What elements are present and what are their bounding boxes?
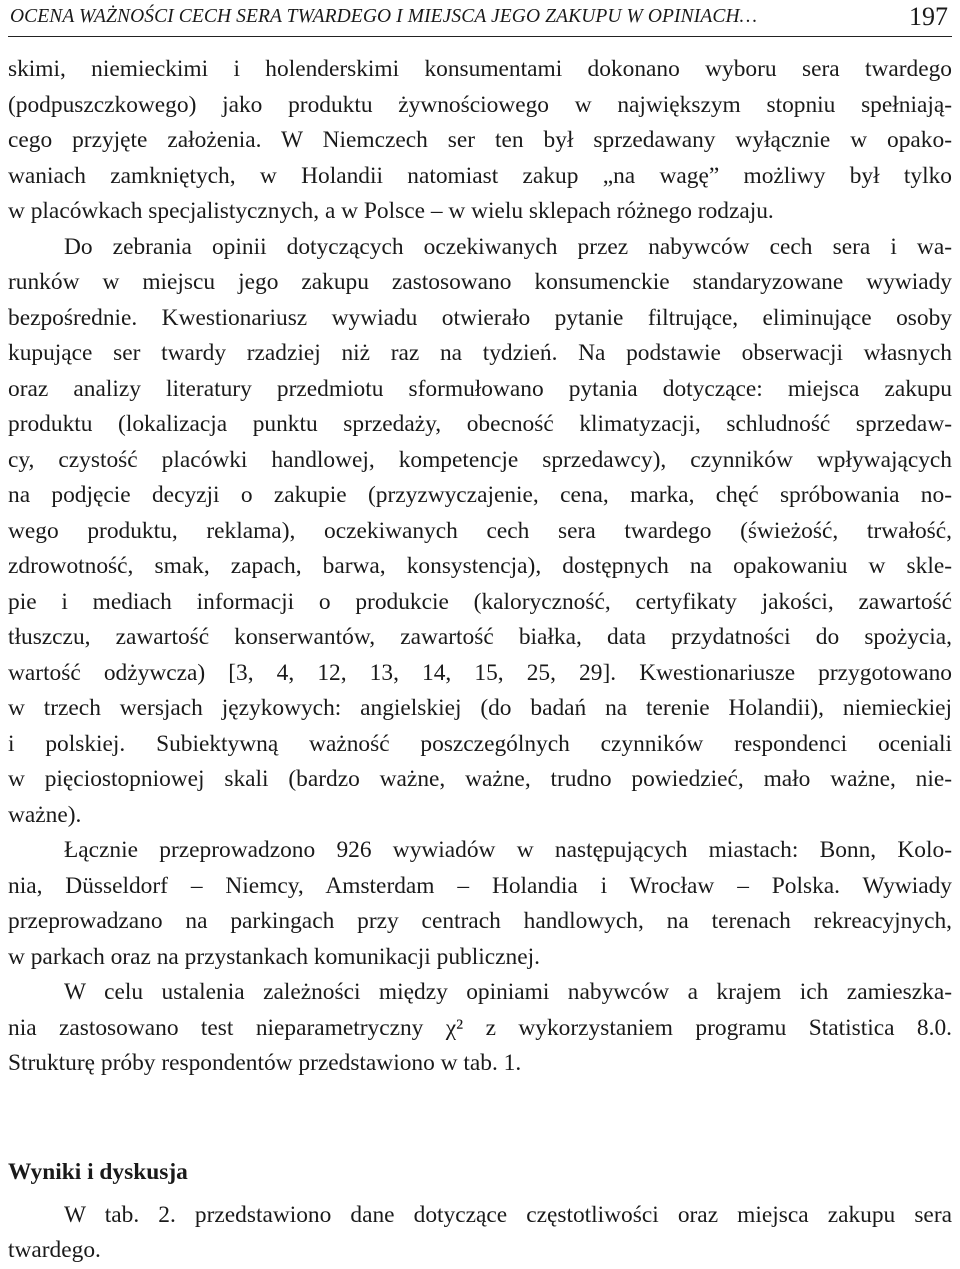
text-line: W tab. 2. przedstawiono dane dotyczące częstotliwości oraz miejsca zakupu sera [64,1201,952,1228]
text-line: twardego. [8,1237,101,1263]
text-line: oraz analizy literatury przedmiotu sformułowano pytania dotyczące: miejsca zakupu [8,375,952,402]
heading-spacer [8,1190,952,1198]
text-line: i polskiej. Subiektywną ważność poszczególnych czynników respondenci oceniali [8,730,952,757]
text-line: runków w miejscu jego zakupu zastosowano konsumenckie standaryzowane wywiady [8,269,952,295]
page-number: 197 [909,2,948,31]
article-body [8,52,952,1269]
paragraph-interviews [8,833,952,975]
text-line: skimi, niemieckimi i holenderskimi konsumentami dokonano wyboru sera twardego [8,56,952,82]
text-line: wego produktu, reklama), oczekiwanych cech sera twardego (świeżość, trwałość, [8,517,952,544]
paragraph-continued [8,52,952,230]
section-spacer [8,1082,952,1154]
text-line: w parkach oraz na przystankach komunikacji publicznej. [8,943,540,970]
running-header-title: OCENA WAŻNOŚCI CECH SERA TWARDEGO I MIEJSCA JEGO ZAKUPU W OPINIACH… [10,6,758,27]
text-line: kupujące ser twardy rzadziej niż raz na tydzień. Na podstawie obserwacji własnych [8,340,952,366]
text-line: Do zebrania opinii dotyczących oczekiwanych przez nabywców cech sera i wa- [64,233,952,260]
text-line: tłuszczu, zawartość konserwantów, zawartość białka, data przydatności do spożycia, [8,624,952,650]
text-line: nia zastosowano test nieparametryczny χ² z wykorzystaniem programu Statistica 8.0. [8,1014,952,1041]
paragraph-statistics [8,975,952,1082]
text-line: produktu (lokalizacja punktu sprzedaży, obecność klimatyzacji, schludność sprzedaw- [8,411,952,437]
paragraph-methods [8,230,952,834]
text-line: w pięciostopniowej skali (bardzo ważne, ważne, trudno powiedzieć, mało ważne, nie- [8,766,952,792]
text-line: (podpuszczkowego) jako produktu żywnościowego w największym stopniu spełniają- [8,91,952,118]
text-line: Łącznie przeprowadzono 926 wywiadów w następujących miastach: Bonn, Kolo- [64,837,952,863]
text-line: ważne). [8,801,82,828]
section-heading: Wyniki i dyskusja [8,1158,188,1185]
text-line: na podjęcie decyzji o zakupie (przyzwyczajenie, cena, marka, chęć spróbowania no- [8,482,952,508]
text-line: zdrowotność, smak, zapach, barwa, konsystencja), dostępnych na opakowaniu w skle- [8,553,952,579]
text-line: cego przyjęte założenia. W Niemczech ser ten był sprzedawany wyłącznie w opako- [8,127,952,153]
text-line: Strukturę próby respondentów przedstawiono w tab. 1. [8,1050,522,1076]
text-line: przeprowadzano na parkingach przy centrach handlowych, na terenach rekreacyjnych, [8,908,952,934]
text-line: w trzech wersjach językowych: angielskiej (do badań na terenie Holandii), niemieckiej [8,695,952,721]
paragraph-results [8,1198,952,1269]
text-line: bezpośrednie. Kwestionariusz wywiadu otwierało pytanie filtrujące, eliminujące osoby [8,304,952,331]
text-line: pie i mediach informacji o produkcie (kaloryczność, certyfikaty jakości, zawartość [8,588,952,615]
text-line: cy, czystość placówki handlowej, kompetencje sprzedawcy), czynników wpływających [8,446,952,473]
text-line: w placówkach specjalistycznych, a w Polsce – w wielu sklepach różnego rodzaju. [8,198,774,224]
text-line: wartość odżywcza) [3, 4, 12, 13, 14, 15, 25, 29]. Kwestionariusze przygotowano [8,659,952,686]
text-line: nia, Düsseldorf – Niemcy, Amsterdam – Holandia i Wrocław – Polska. Wywiady [8,872,952,899]
running-header [8,0,952,37]
text-line: waniach zamkniętych, w Holandii natomiast zakup „na wagę” możliwy był tylko [8,162,952,189]
text-line: W celu ustalenia zależności między opiniami nabywców a krajem ich zamieszka- [64,979,952,1005]
